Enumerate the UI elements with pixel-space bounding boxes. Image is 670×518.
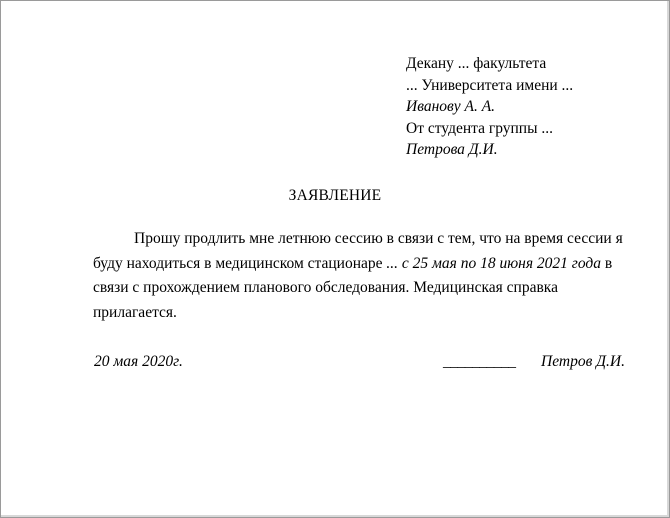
statement-body [93,227,623,325]
addressee-name: Иванову А. А. [406,98,496,115]
body-line-2-end: в [600,254,613,272]
body-line-2-start: буду находиться в медицинском стационаре [93,254,387,272]
document-title: ЗАЯВЛЕНИЕ [288,187,382,204]
body-line-4: прилагается. [93,303,177,321]
signature-name: Петров Д.И. [541,353,625,370]
sender-group: От студента группы ... [406,119,554,137]
addressee-block [406,53,573,161]
sender-name: Петрова Д.И. [406,141,498,158]
signature-date: 20 мая 2020г. [94,353,183,370]
signature-line: __________ [443,353,516,370]
body-line-1: Прошу продлить мне летнюю сессию в связи с тем, что на время сессии я [134,230,623,247]
body-dates: ... с 25 мая по 18 июня 2021 года [386,254,601,272]
body-line-2 [93,252,623,277]
addressee-university: ... Университета имени ... [406,76,574,94]
addressee-dean: Декану ... факультета [406,55,547,72]
body-line-3: связи с прохождением планового обследования. Медицинская справка [93,279,558,296]
